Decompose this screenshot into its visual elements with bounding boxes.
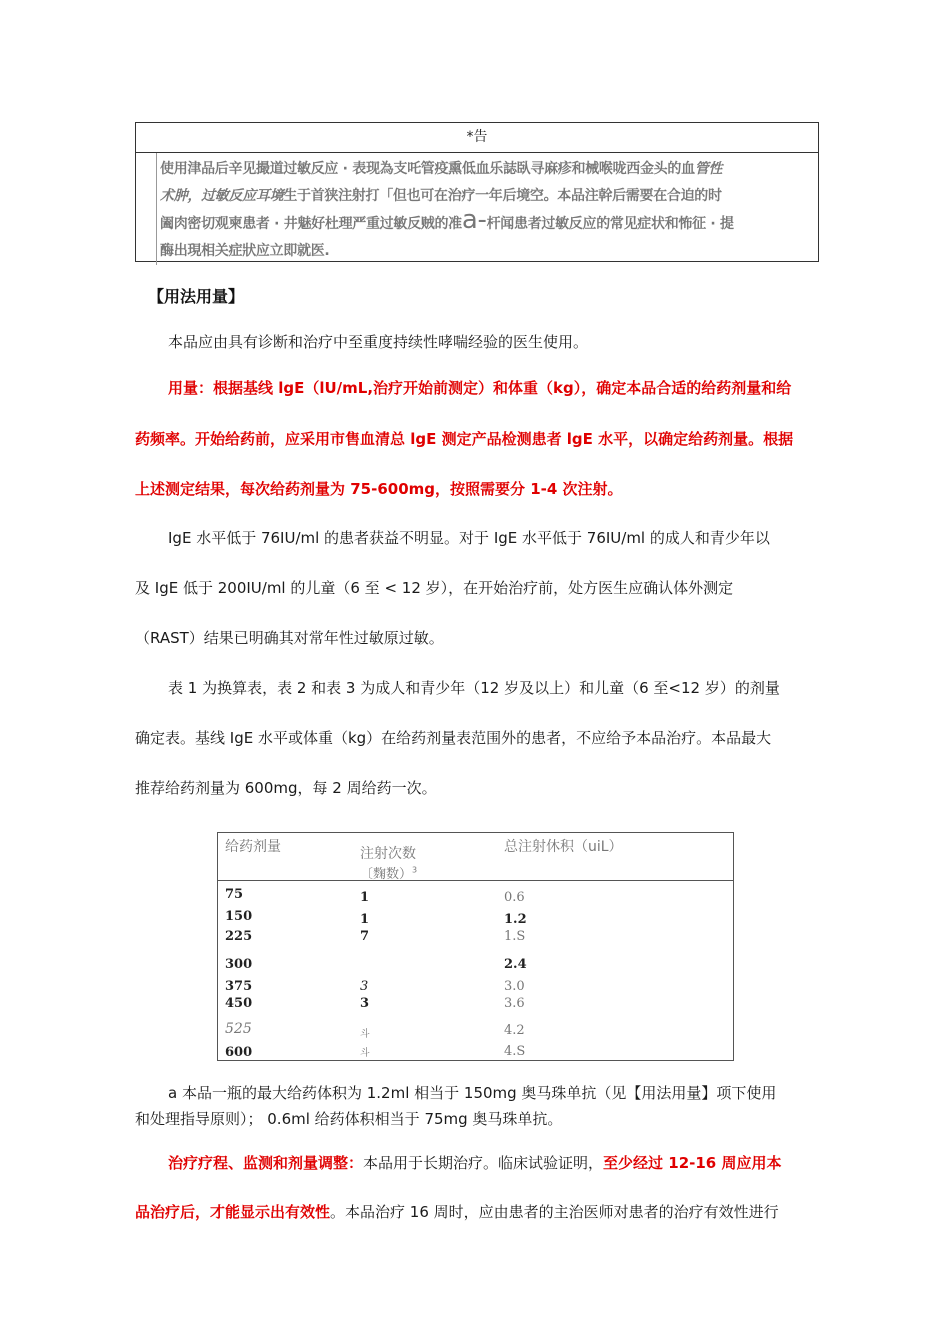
cell-count: 7 [360,929,370,944]
cell-dose: 150 [225,909,253,924]
cell-dose: 75 [225,887,244,902]
cell-count: 斗 [360,1048,370,1059]
boxed-warning [135,122,819,262]
warning-text: 使用津品后辛见撮道过敏反应 · 表现為支吒管疫熏低血乐誌臥寻麻疹和械喉咙西金头的血 [160,161,695,177]
paragraph-line: IgE 水平低于 76IU/ml 的患者获益不明显。对于 IgE 水平低于 76IU/ml 的成人和青少年以 [168,529,770,547]
paragraph-line: 表 1 为换算表，表 2 和表 3 为成人和青少年（12 岁及以上）和儿童（6 至<12 岁）的剂量 [168,679,780,697]
section-title: 【用法用量】 [148,287,245,306]
cell-dose: 225 [225,929,253,944]
treatment-course-text: 本品用于长期治疗。临床试验证明， [363,1154,604,1172]
header-dose: 给药剂量 [225,839,281,855]
warning-body [156,153,818,265]
cell-count: 1 [360,890,370,905]
warning-text: 阖肉密切观柬患者 · 井魅好杜理严重过敏反贼的准 [160,216,462,232]
header-injections: 注射次数 [360,846,416,862]
dosage-line-red: 用量：根据基线 lgE（lU/mL,治疗开始前测定）和体重（kg），确定本品合适的给药剂量和给 [168,379,792,397]
warning-line-4 [160,238,818,265]
cell-dose: 300 [225,957,253,972]
cell-count: 3 [360,996,370,1011]
warning-text-italic: 管性 [694,161,723,177]
cell-dose: 450 [225,996,253,1011]
cell-count: 斗 [360,1029,370,1040]
warning-text-italic: 术肿，过敏反应耳境 [160,188,284,204]
treatment-course-emphasis: 至少经过 12-16 周应用本 [603,1154,782,1172]
paragraph-line: （RAST）结果已明确其对常年性过敏原过敏。 [135,629,444,647]
table-footnote: a 本品一瓶的最大给药体积为 1.2ml 相当于 150mg 奥马珠单抗（见【用法用量】项下使用 [168,1084,777,1102]
paragraph-line: 推荐给药剂量为 600mg，每 2 周给药一次。 [135,779,437,797]
header-injections-sub-text: 〔麴数） [360,867,413,882]
cell-volume: 4.2 [504,1023,525,1038]
cell-dose: 375 [225,979,253,994]
warning-text-large: a- [461,210,487,235]
dosage-line-red: 上述测定结果，每次给药剂量为 75-600mg，按照需要分 1-4 次注射。 [135,480,623,498]
cell-dose: 525 [225,1021,252,1037]
treatment-course-label: 治疗疗程、监测和剂量调整： [168,1154,364,1172]
cell-volume: 2.4 [504,957,527,972]
cell-dose: 600 [225,1045,253,1060]
cell-volume: 1.2 [504,912,527,927]
cell-volume: 3.0 [504,979,525,994]
cell-volume: 3.6 [504,996,525,1011]
warning-text: 生于首狭注射打「但也可在治疗一年后境空。本品注幹后需要在合迫的时 [283,188,722,204]
warning-text: 杆闻患者过敏反应的常见症状和怖征 · 提 [486,216,734,232]
cell-volume: 4.S [504,1044,526,1059]
warning-line-1 [160,156,818,183]
header-volume: 总注射休积（uiL） [504,839,623,855]
table-footnote: 和处理指导原则）； 0.6ml 给药体积相当于 75mg 奥马珠单抗。 [135,1110,563,1128]
warning-title: *告 [136,123,818,153]
treatment-course-line-1 [168,1152,781,1173]
cell-count: 1 [360,912,370,927]
treatment-course-line-2 [135,1201,779,1222]
table-header-rule [218,880,733,881]
cell-volume: 1.S [504,929,526,944]
warning-line-2 [160,183,818,210]
treatment-course-text: 。本品治疗 16 周时，应由患者的主治医师对患者的治疗有效性进行 [330,1203,779,1221]
dose-table [217,832,734,1061]
paragraph-line: 确定表。基线 IgE 水平或体重（kg）在给药剂量表范围外的患者，不应给予本品治疗。本品最大 [135,729,772,747]
warning-text: 酶出現相关症狀应立即就医. [160,243,330,259]
cell-volume: 0.6 [504,890,525,905]
dosage-line-red: 药频率。开始给药前，应采用市售血清总 lgE 测定产品检测患者 lgE 水平，以确定给药剂量。根据 [135,430,794,448]
header-injections-sup: 3 [412,865,418,875]
paragraph-line: 及 IgE 低于 200IU/ml 的儿童（6 至 < 12 岁），在开始治疗前，处方医生应确认体外测定 [135,579,734,597]
cell-count: 3 [360,979,369,994]
treatment-course-emphasis: 品治疗后，才能显示出有效性 [135,1203,331,1221]
paragraph-line: 本品应由具有诊断和治疗中至重度持续性哮喘经验的医生使用。 [168,333,589,351]
warning-line-3 [160,210,818,238]
